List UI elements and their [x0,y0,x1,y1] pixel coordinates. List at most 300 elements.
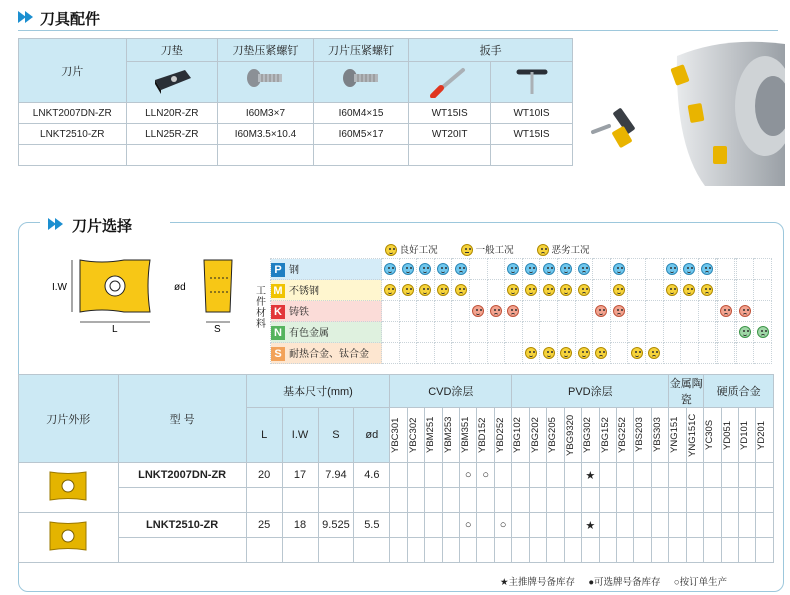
grade-label: YBS303 [651,417,663,453]
material-row-label [271,301,382,322]
insert-grade-table [18,374,774,563]
material-cell [610,301,628,322]
material-cell [469,322,487,343]
material-cell [593,322,611,343]
material-badge: M [271,284,285,298]
material-cell [399,301,417,322]
screw-icon [240,64,290,98]
material-row-label [271,259,382,280]
material-cell [434,280,452,301]
table-cell: WT15IS [409,103,491,124]
dim-cell: 5.5 [354,513,390,538]
grade-col-header [529,408,546,463]
footnote-filled: ●可选牌号备库存 [588,577,661,588]
empty-cell [318,538,354,563]
dim-col-header: I.W [282,408,318,463]
grade-col-header [442,408,459,463]
material-cell [717,343,735,364]
material-row-label [271,280,382,301]
material-cell [736,322,754,343]
insert-top-view-diagram [52,252,162,332]
grade-cell [599,463,616,488]
grade-cell [442,513,459,538]
material-cell [681,280,699,301]
grade-col-header [564,408,581,463]
col-model: 型 号 [118,375,246,463]
wrench-image-1 [409,62,491,103]
material-cell [681,301,699,322]
material-cell [522,280,540,301]
condition-face-icon [560,263,572,275]
grade-label: YBC301 [390,417,402,453]
legend-bad: 恶劣工况 [551,245,590,256]
material-cell [717,301,735,322]
material-cell [505,343,523,364]
dim-iw-label: I.W [52,282,67,293]
empty-cell [442,488,459,513]
material-cell [487,301,505,322]
grade-group-header: CVD涂层 [390,375,512,408]
table-cell: LLN20R-ZR [126,103,218,124]
grade-label: YBM251 [425,416,437,454]
shim-screw-image [218,62,314,103]
material-cell [399,259,417,280]
empty-cell [599,538,616,563]
empty-cell [282,538,318,563]
material-cell [628,322,646,343]
table-cell: LLN25R-ZR [126,124,218,145]
empty-cell [721,538,738,563]
grade-cell: ○ [460,463,477,488]
empty-cell [547,538,564,563]
empty-cell [407,538,424,563]
accessories-table [18,38,573,166]
material-cell [487,343,505,364]
material-cell [469,301,487,322]
material-cell [575,322,593,343]
empty-cell [390,538,407,563]
material-cell [663,259,681,280]
grade-label: YD101 [739,420,751,450]
grade-label: YBG205 [547,417,559,453]
material-cell [645,259,663,280]
material-cell [698,322,716,343]
condition-face-icon [525,347,537,359]
condition-face-icon [560,347,572,359]
normal-condition-icon [461,244,473,256]
dim-col-header: L [246,408,282,463]
material-cell [505,280,523,301]
material-cell [382,343,400,364]
condition-face-icon [560,284,572,296]
material-cell [663,322,681,343]
material-cell [593,259,611,280]
material-cell [663,280,681,301]
material-cell [417,259,435,280]
empty-cell [616,488,633,513]
model-cell: LNKT2510-ZR [118,513,246,538]
grade-cell [669,463,686,488]
footnote-circle: ○按订单生产 [673,577,728,588]
material-cell [610,280,628,301]
condition-face-icon [437,284,449,296]
material-cell [754,280,772,301]
grade-cell [564,463,581,488]
condition-face-icon [472,305,484,317]
grade-cell [756,463,774,488]
col-insert-screw: 刀片压紧螺钉 [313,39,408,62]
grade-cell [407,463,424,488]
condition-face-icon [613,284,625,296]
table-cell: I60M3.5×10.4 [218,124,314,145]
col-shim-screw: 刀垫压紧螺钉 [218,39,314,62]
grade-cell [407,513,424,538]
grade-cell [686,513,703,538]
grade-cell [390,463,407,488]
empty-cell [564,538,581,563]
condition-face-icon [384,263,396,275]
condition-face-icon [739,326,751,338]
section-arrow-icon [55,218,63,230]
wrench-icon [425,64,475,98]
material-cell [610,259,628,280]
material-cell [452,343,470,364]
grade-cell [442,463,459,488]
grade-cell [686,463,703,488]
dim-l-label: L [112,324,118,332]
empty-cell [477,488,494,513]
dim-cell: 25 [246,513,282,538]
condition-face-icon [578,284,590,296]
material-badge: S [271,347,285,361]
grade-col-header [390,408,407,463]
t-wrench-icon [507,64,557,98]
empty-cell [282,488,318,513]
material-cell [540,259,558,280]
empty-cell [494,538,511,563]
empty-cell [564,488,581,513]
grade-col-header [460,408,477,463]
condition-face-icon [701,284,713,296]
table-cell: WT15IS [491,124,573,145]
material-name: 铸铁 [289,306,309,318]
dim-cell: 17 [282,463,318,488]
shim-image [126,62,218,103]
screw-icon [336,64,386,98]
material-row-label [271,322,382,343]
grade-label: YBS203 [634,417,646,453]
condition-face-icon [525,263,537,275]
empty-cell [616,538,633,563]
material-cell [557,280,575,301]
material-cell [754,259,772,280]
footnote [500,574,727,588]
empty-cell [512,488,529,513]
empty-cell [354,538,390,563]
grade-cell [721,463,738,488]
grade-cell [564,513,581,538]
material-cell [557,301,575,322]
material-cell [628,301,646,322]
material-cell [575,259,593,280]
material-cell [645,301,663,322]
grade-label: YBM351 [460,416,472,454]
table-cell: I60M3×7 [218,103,314,124]
dim-cell: 9.525 [318,513,354,538]
material-cell [575,301,593,322]
material-cell [469,280,487,301]
dim-col-header: S [318,408,354,463]
section-arrow-icon [25,11,33,23]
empty-cell [547,488,564,513]
material-row-label [271,343,382,364]
grade-label: YC30S [704,419,716,451]
dim-cell: 7.94 [318,463,354,488]
material-cell [452,301,470,322]
material-cell [540,301,558,322]
grade-col-header [669,408,686,463]
condition-face-icon [648,347,660,359]
material-cell [487,280,505,301]
condition-face-icon [720,305,732,317]
material-cell [575,343,593,364]
grade-label: YBD252 [494,417,506,453]
grade-cell [529,463,546,488]
dim-col-header: ød [354,408,390,463]
grade-label: YBG202 [529,417,541,453]
dim-cell: 20 [246,463,282,488]
material-cell [717,280,735,301]
insert-shape-image [19,513,119,563]
empty-cell [669,538,686,563]
grade-col-header [425,408,442,463]
condition-face-icon [666,263,678,275]
grade-cell [477,513,494,538]
material-cell [663,343,681,364]
material-cell [382,301,400,322]
empty-cell [442,538,459,563]
empty-cell [425,488,442,513]
material-cell [610,322,628,343]
dim-cell: 4.6 [354,463,390,488]
grade-col-header [599,408,616,463]
grade-col-header [756,408,774,463]
grade-cell [512,513,529,538]
grade-cell: ★ [582,513,599,538]
material-cell [736,343,754,364]
grade-col-header [721,408,738,463]
empty-cell [739,488,756,513]
section-title-insert-selection: 刀片选择 [72,217,133,235]
condition-face-icon [578,347,590,359]
material-cell [717,322,735,343]
material-cell [469,259,487,280]
empty-cell [494,488,511,513]
grade-cell [529,513,546,538]
grade-cell [634,513,651,538]
material-badge: N [271,326,285,340]
material-cell [557,259,575,280]
empty-cell [425,538,442,563]
material-cell [522,301,540,322]
grade-cell: ○ [477,463,494,488]
grade-col-header [512,408,529,463]
material-cell [540,322,558,343]
grade-cell [669,513,686,538]
grade-cell [704,463,721,488]
grade-col-header [686,408,703,463]
grade-cell [651,463,668,488]
grade-label: YNG151C [686,413,698,457]
grade-cell [425,513,442,538]
material-cell [505,322,523,343]
material-cell [593,280,611,301]
grade-cell [651,513,668,538]
empty-cell [634,488,651,513]
col-dims: 基本尺寸(mm) [246,375,390,408]
grade-cell [599,513,616,538]
material-cell [487,322,505,343]
grade-cell [704,513,721,538]
milling-cutter-illustration [585,36,785,186]
empty-cell [477,538,494,563]
material-cell [645,343,663,364]
empty-cell [686,538,703,563]
empty-cell [582,488,599,513]
material-cell [681,322,699,343]
grade-cell [739,513,756,538]
material-cell [628,280,646,301]
material-cell [417,301,435,322]
material-badge: K [271,305,285,319]
grade-label: YD201 [756,420,768,450]
material-matrix [270,258,772,364]
empty-cell [354,488,390,513]
empty-cell [651,488,668,513]
condition-face-icon [543,263,555,275]
material-cell [382,280,400,301]
material-cell [628,343,646,364]
good-condition-icon [385,244,397,256]
table-cell: WT20IT [409,124,491,145]
condition-face-icon [543,284,555,296]
material-cell [610,343,628,364]
table-cell: I60M5×17 [313,124,408,145]
material-cell [557,343,575,364]
grade-cell [616,513,633,538]
material-badge: P [271,263,285,277]
material-name: 耐热合金、钛合金 [289,348,369,360]
material-cell [736,280,754,301]
empty-cell [651,538,668,563]
grade-cell: ★ [582,463,599,488]
material-cell [681,259,699,280]
grade-col-header [634,408,651,463]
condition-face-icon [525,284,537,296]
empty-cell [582,538,599,563]
material-cell [522,259,540,280]
material-cell [557,322,575,343]
condition-face-icon [701,263,713,275]
material-cell [382,259,400,280]
material-cell [593,343,611,364]
col-shim: 刀垫 [126,39,218,62]
condition-face-icon [455,284,467,296]
material-cell [681,343,699,364]
model-cell: LNKT2007DN-ZR [118,463,246,488]
empty-cell [529,488,546,513]
table-cell: I60M4×15 [313,103,408,124]
empty-cell [669,488,686,513]
material-cell [698,343,716,364]
condition-face-icon [578,263,590,275]
grade-cell [390,513,407,538]
condition-face-icon [595,305,607,317]
empty-cell [529,538,546,563]
grade-label: YBG102 [512,417,524,453]
material-cell [522,343,540,364]
col-wrench: 扳手 [409,39,573,62]
material-cell [382,322,400,343]
grade-col-header [739,408,756,463]
grade-cell [721,513,738,538]
empty-cell [704,538,721,563]
empty-cell [390,488,407,513]
grade-label: YBM253 [442,416,454,454]
condition-face-icon [543,347,555,359]
insert-icon [40,516,96,556]
empty-cell [756,538,774,563]
condition-face-icon [507,305,519,317]
empty-cell [599,488,616,513]
condition-face-icon [613,263,625,275]
material-side-label: 工件材料 [256,286,266,330]
empty-cell [318,488,354,513]
condition-face-icon [437,263,449,275]
empty-cell [704,488,721,513]
condition-face-icon [419,284,431,296]
material-cell [434,259,452,280]
grade-group-header: PVD涂层 [512,375,669,408]
empty-cell [460,488,477,513]
grade-col-header [477,408,494,463]
material-cell [698,301,716,322]
insert-icon [40,466,96,506]
material-cell [452,322,470,343]
insert-shape-image [19,463,119,513]
condition-face-icon [595,347,607,359]
col-shape: 刀片外形 [19,375,119,463]
material-cell [399,343,417,364]
material-cell [754,343,772,364]
empty-cell [118,488,246,513]
condition-face-icon [757,326,769,338]
grade-cell [547,513,564,538]
condition-face-icon [683,284,695,296]
material-cell [505,259,523,280]
empty-cell [246,488,282,513]
footnote-star: ★主推牌号备库存 [500,577,576,588]
grade-cell: ○ [494,513,511,538]
material-cell [434,343,452,364]
material-cell [593,301,611,322]
grade-cell [756,513,774,538]
material-cell [452,280,470,301]
grade-cell [547,463,564,488]
grade-col-header [616,408,633,463]
condition-face-icon [507,284,519,296]
material-name: 有色金属 [289,327,329,339]
